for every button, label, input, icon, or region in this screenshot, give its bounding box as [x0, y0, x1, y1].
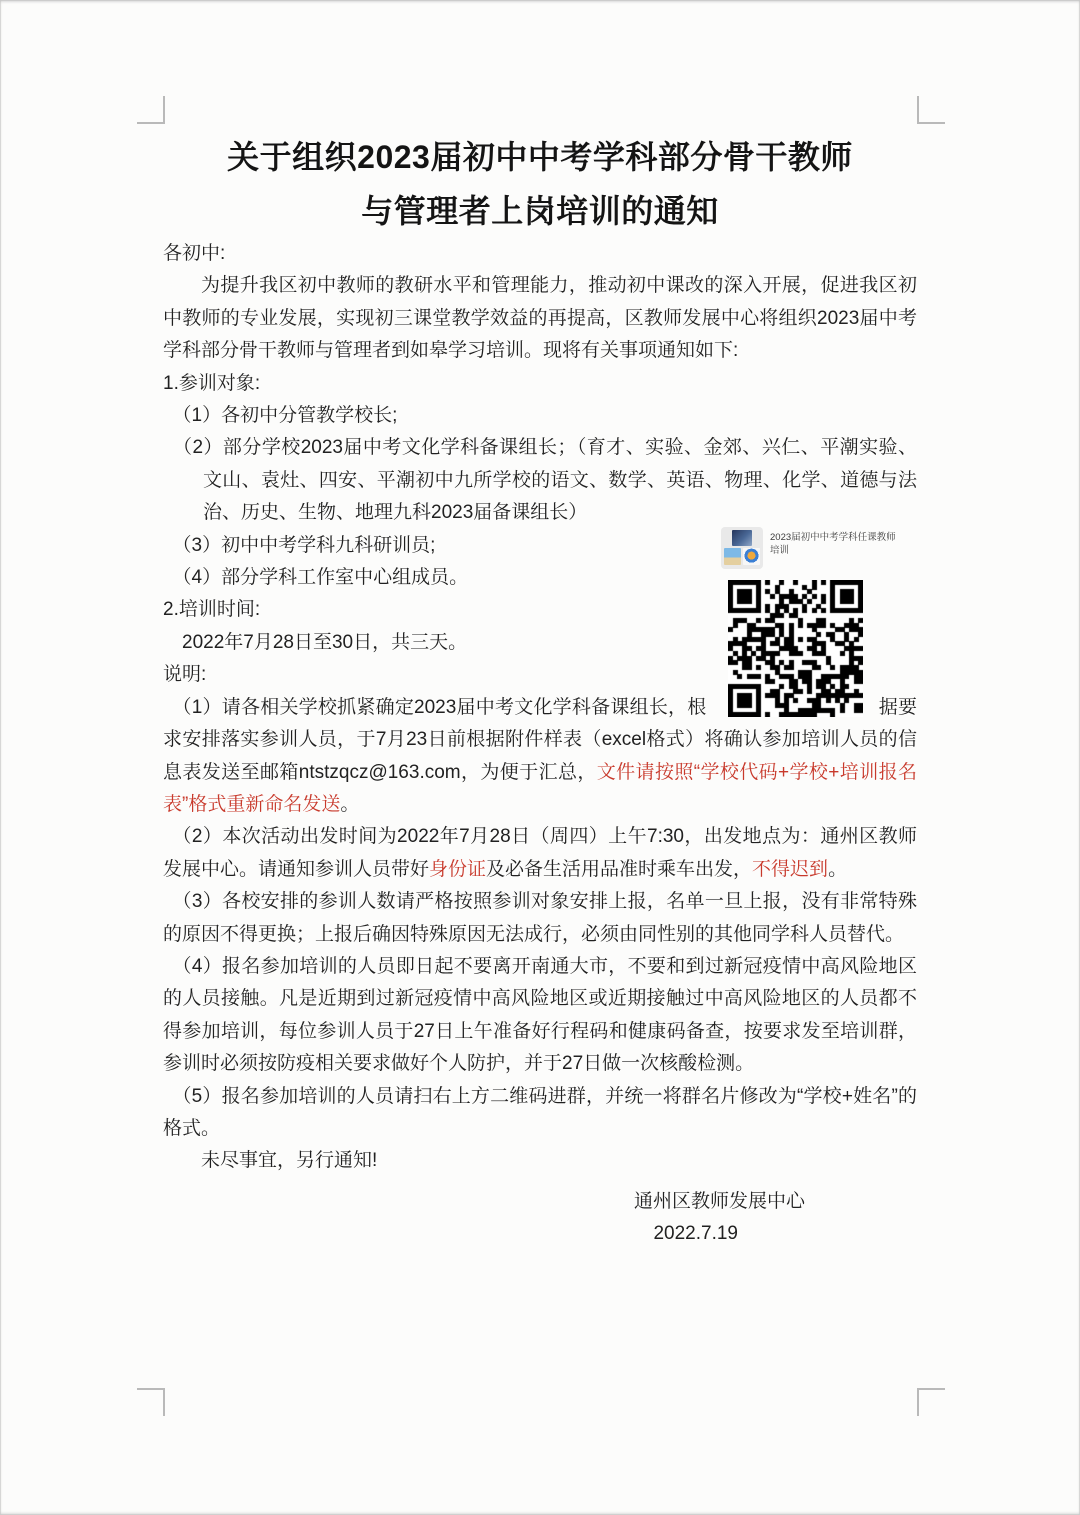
signature-org	[163, 1186, 917, 1218]
group-name-label: 2023届初中中考学科任课教师培训	[770, 532, 896, 556]
note-3	[163, 886, 917, 951]
document-title	[163, 130, 917, 238]
document-title-line-2: 与管理者上岗培训的通知	[361, 193, 719, 229]
note-2	[163, 821, 917, 886]
crop-mark-top-left	[137, 96, 165, 124]
text-run: 。	[340, 793, 360, 815]
text-run: 未尽事宜，另行通知!	[201, 1150, 378, 1172]
text-run: 为提升我区初中教师的教研水平和管理能力，推动初中课改的深入开展，促进我区初中教师的专业发展，实现初三课堂教学效益的再提高，区教师发展中心将组织2023届中考学科部分骨干教师与管理者到如皋学习培训。现将有关事项通知如下:	[163, 275, 917, 362]
text-run: 。	[828, 858, 848, 880]
signature-date	[163, 1218, 917, 1250]
avatar-tile	[732, 530, 752, 546]
highlighted-text: 身份证	[429, 858, 487, 880]
text-run: 2022年7月28日至30日，共三天。	[182, 631, 468, 653]
highlighted-text: 文件请按照“学校代码+学校+培训报名表”格式重新命名发送	[163, 761, 917, 815]
text-run: 2.培训时间:	[163, 599, 261, 621]
document-body	[163, 238, 917, 1251]
text-run: （2）部分学校2023届中考文化学科备课组长；（育才、实验、金郊、兴仁、平潮实验、文山、袁灶、四安、平潮初中九所学校的语文、数学、英语、物理、化学、道德与法治、历史、生物、地理九科2023届备课组长）	[173, 437, 917, 524]
text-run: 1.参训对象:	[163, 372, 261, 394]
text-run: 各初中:	[163, 243, 226, 264]
text-run: （3）各校安排的参训人数请严格按照参训对象安排上报，名单一旦上报，没有非常特殊的原因不得更换；上报后确因特殊原因无法成行，必须由同性别的其他同学科人员替代。	[163, 891, 917, 945]
text-run: 说明:	[163, 664, 207, 686]
trainee-item-2	[163, 432, 917, 529]
text-run: （4）部分学科工作室中心组成员。	[172, 567, 469, 589]
crop-mark-bottom-right	[917, 1388, 945, 1416]
text-run: （1）各初中分管教学校长;	[172, 405, 398, 427]
text-run: （3）初中中考学科九科研训员;	[172, 534, 436, 556]
qr-code	[728, 580, 863, 717]
crop-mark-top-right	[917, 96, 945, 124]
closing-line	[163, 1145, 917, 1177]
text-run: 据要求安排落实参训人员，于7月23日前根据附件样表（excel格式）将确认参加培训人员的信息表发送至邮箱ntstzqcz@163.com，为便于汇总，	[163, 696, 917, 783]
trainee-item-1	[163, 400, 917, 432]
text-run: 2022.7.19	[653, 1223, 738, 1245]
note-5	[163, 1081, 917, 1146]
intro-paragraph	[163, 270, 917, 367]
highlighted-text: 不得迟到	[752, 858, 829, 880]
text-run: （4）报名参加培训的人员即日起不要离开南通大市，不要和到过新冠疫情中高风险地区的人员接触。凡是近期到过新冠疫情中高风险地区或近期接触过中高风险地区的人员都不得参加培训，每位参训人员于27日上午准备好行程码和健康码备查，按要求发至培训群，参训时必须按防疫相关要求做好个人防护，并于27日做一次核酸检测。	[163, 955, 917, 1075]
text-run: 及必备生活用品准时乘车出发，	[486, 858, 753, 880]
document-title-line-1: 关于组织2023届初中中考学科部分骨干教师	[227, 139, 853, 175]
text-run: 通州区教师发展中心	[633, 1190, 805, 1212]
text-run: （2）本次活动出发时间为2022年7月28日（周四）上午7:30，出发地点为：通州区教师发展中心。请通知参训人员带好	[163, 826, 917, 880]
crop-mark-bottom-left	[137, 1388, 165, 1416]
group-row	[721, 527, 917, 569]
text-run: （5）报名参加培训的人员请扫右上方二维码进群，并统一将群名片修改为“学校+姓名”的格式。	[163, 1085, 917, 1139]
text-run: （1）请各相关学校抓紧确定2023届中考文化学科备课组长，根	[172, 696, 707, 718]
section-1-heading	[163, 368, 917, 400]
wechat-group-avatar-icon	[721, 527, 763, 569]
salutation	[163, 238, 917, 270]
avatar-tile	[724, 548, 741, 565]
qr-panel	[721, 527, 917, 569]
avatar-tile	[743, 548, 760, 565]
note-4	[163, 951, 917, 1081]
